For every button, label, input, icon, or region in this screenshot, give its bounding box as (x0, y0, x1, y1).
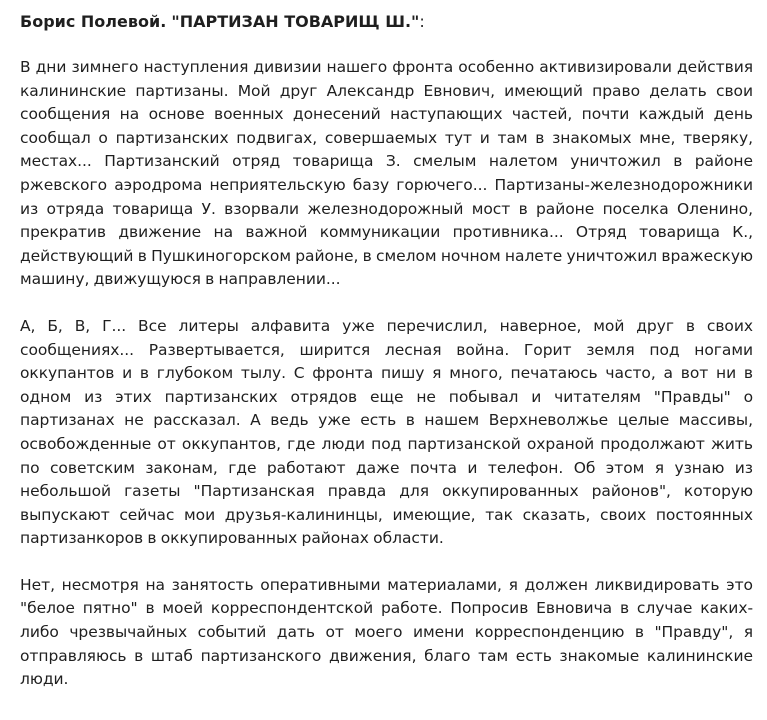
article-title-suffix: : (419, 12, 425, 31)
article-paragraph-1: В дни зимнего наступления дивизии нашего фронта особенно активизировали действия калининские партизаны. Мой друг Александр Евнович, имеющий право делать свои сообщения на основе военных донесений наступающих частей, почти каждый день сообщал о партизанских подвигах, совершаемых тут и там в знакомых мне, тверяку, местах... Партизанский отряд товарища З. смелым налетом уничтожил в районе ржевского аэродрома неприятельскую базу горючего... Партизаны-железнодорожники из отряда товарища У. взорвали железнодорожный мост в районе поселка Оленино, прекратив движение на важной коммуникации противника... Отряд товарища К., действующий в Пушкиногорском районе, в смелом ночном налете уничтожил вражескую машину, движущуюся в направлении... (20, 58, 753, 289)
article-heading (20, 9, 753, 35)
article-paragraph-3: Нет, несмотря на занятость оперативными материалами, я должен ликвидировать это "белое пятно" в моей корреспондентской работе. Попросив Евновича в случае каких-либо чрезвычайных событий дать от моего имени корреспонденцию в "Правду", я отправляюсь в штаб партизанского движения, благо там есть знакомые калининские люди. (20, 575, 753, 689)
article-title: "ПАРТИЗАН ТОВАРИЩ Ш." (171, 12, 420, 31)
article-paragraph-2: А, Б, В, Г... Все литеры алфавита уже перечислил, наверное, мой друг в своих сообщениях... Развертывается, ширится лесная война. Горит земля под ногами оккупантов и в глубоком тылу. С фронта пишу я много, печатаюсь часто, а вот ни в одном из этих партизанских отрядов еще не побывал и читателям "Правды" о партизанах не рассказал. А ведь уже есть в нашем Верхневолжье целые массивы, освобожденные от оккупантов, где люди под партизанской охраной продолжают жить по советским законам, где работают даже почта и телефон. Об этом я узнаю из небольшой газеты "Партизанская правда для оккупированных районов", которую выпускают сейчас мои друзья-калининцы, имеющие, так сказать, своих постоянных партизанкоров в оккупированных районах области. (20, 316, 753, 548)
article-author: Борис Полевой. (20, 12, 167, 31)
